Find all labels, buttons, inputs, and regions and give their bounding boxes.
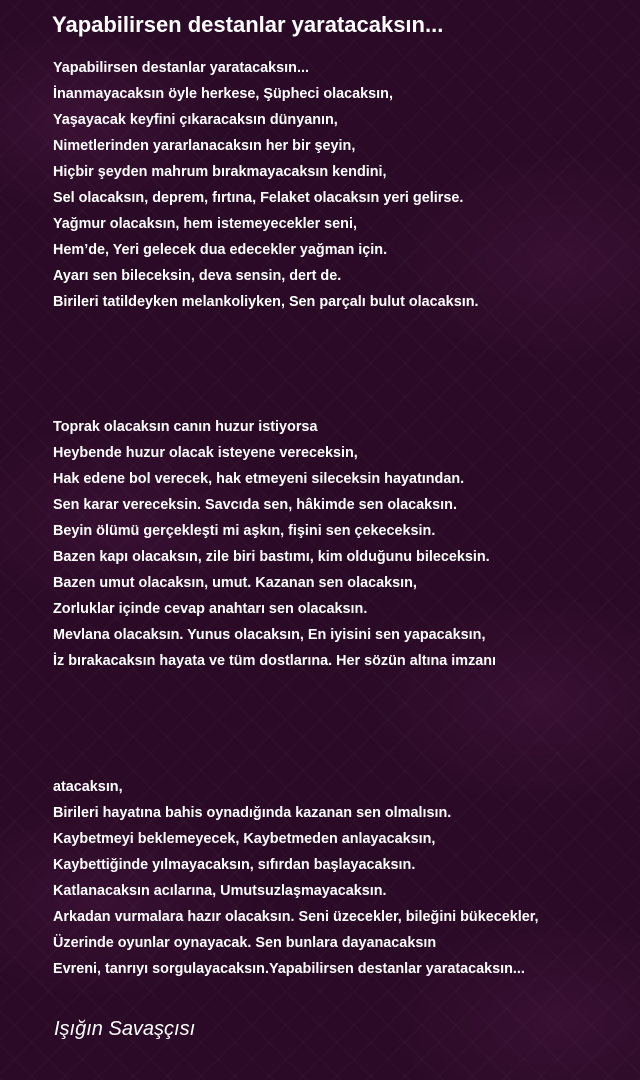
poem-line: Kaybetmeyi beklemeyecek, Kaybetmeden anlayacaksın, <box>53 831 436 847</box>
poem-line: Yapabilirsen destanlar yaratacaksın... <box>53 60 309 76</box>
poem-line: İnanmayacaksın öyle herkese, Şüpheci olacaksın, <box>53 86 393 102</box>
poem-line: Bazen kapı olacaksın, zile biri bastımı, kim olduğunu bileceksin. <box>53 549 490 565</box>
poem-line: Katlanacaksın acılarına, Umutsuzlaşmayacaksın. <box>53 883 387 899</box>
poem-line: Mevlana olacaksın. Yunus olacaksın, En iyisini sen yapacaksın, <box>53 627 486 643</box>
poem-line: Kaybettiğinde yılmayacaksın, sıfırdan başlayacaksın. <box>53 857 416 873</box>
poem-line: Ayarı sen bileceksin, deva sensin, dert de. <box>53 268 342 284</box>
poem-line: Beyin ölümü gerçekleşti mi aşkın, fişini sen çekeceksin. <box>53 523 436 539</box>
poem-line: Toprak olacaksın canın huzur istiyorsa <box>53 419 318 435</box>
poem-stanza-1 <box>53 55 478 315</box>
poem-title: Yapabilirsen destanlar yaratacaksın... <box>52 12 444 37</box>
poem-line: Hem’de, Yeri gelecek dua edecekler yağman için. <box>53 242 388 258</box>
poem-line: İz bırakacaksın hayata ve tüm dostlarına. Her sözün altına imzanı <box>53 653 497 669</box>
poem-line: Nimetlerinden yararlanacaksın her bir şeyin, <box>53 138 356 154</box>
poem-line: Birileri hayatına bahis oynadığında kazanan sen olmalısın. <box>53 805 452 821</box>
poem-line: Hak edene bol verecek, hak etmeyeni sileceksin hayatından. <box>53 471 465 487</box>
poem-line: Birileri tatildeyken melankoliyken, Sen parçalı bulut olacaksın. <box>53 294 479 310</box>
poem-stanza-3 <box>53 774 539 982</box>
poem-stanza-2 <box>53 414 496 674</box>
poem-line: Yağmur olacaksın, hem istemeyecekler seni, <box>53 216 357 232</box>
poem-author[interactable]: Işığın Savaşçısı <box>54 1018 196 1040</box>
poem-line: Arkadan vurmalara hazır olacaksın. Seni üzecekler, bileğini bükecekler, <box>53 909 539 925</box>
poem-line: Bazen umut olacaksın, umut. Kazanan sen olacaksın, <box>53 575 417 591</box>
poem-line: Yaşayacak keyfini çıkaracaksın dünyanın, <box>53 112 338 128</box>
poem-line: Üzerinde oyunlar oynayacak. Sen bunlara dayanacaksın <box>53 935 437 951</box>
poem-line: atacaksın, <box>53 779 123 795</box>
poem-line: Sel olacaksın, deprem, fırtına, Felaket olacaksın yeri gelirse. <box>53 190 464 206</box>
poem-line: Zorluklar içinde cevap anahtarı sen olacaksın. <box>53 601 368 617</box>
poem-line: Sen karar vereceksin. Savcıda sen, hâkimde sen olacaksın. <box>53 497 457 513</box>
poem-line: Heybende huzur olacak isteyene vereceksin, <box>53 445 358 461</box>
poem-line: Evreni, tanrıyı sorgulayacaksın.Yapabilirsen destanlar yaratacaksın... <box>53 961 525 977</box>
poem-line: Hiçbir şeyden mahrum bırakmayacaksın kendini, <box>53 164 387 180</box>
